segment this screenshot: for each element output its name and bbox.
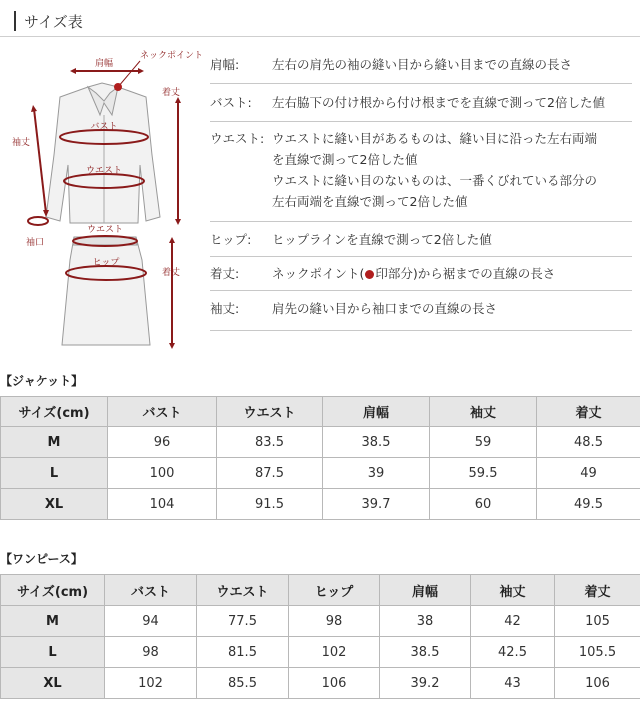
cell: 87.5 xyxy=(217,458,323,489)
def-desc: 左右の肩先の袖の縫い目から縫い目までの直線の長さ xyxy=(272,57,573,72)
def-line: ウエストに縫い目があるものは、縫い目に沿った左右両端 xyxy=(272,131,598,146)
col-header: バスト xyxy=(108,397,217,427)
def-term: 肩幅: xyxy=(210,57,240,72)
cell: 39 xyxy=(323,458,430,489)
label-neck-point: ネックポイント xyxy=(140,51,204,61)
row-size: XL xyxy=(1,489,108,520)
def-desc xyxy=(272,128,632,221)
def-term: ヒップ: xyxy=(210,232,252,247)
col-header: サイズ(cm) xyxy=(1,397,108,427)
table-row xyxy=(1,427,640,458)
cell: 83.5 xyxy=(217,427,323,458)
table-header-row xyxy=(1,575,640,606)
row-size: M xyxy=(1,606,105,637)
def-term: 袖丈: xyxy=(210,301,240,316)
cell: 38.5 xyxy=(380,637,471,668)
cell: 39.2 xyxy=(380,668,471,699)
garment-illustration xyxy=(0,45,205,360)
label-waist-jacket: ウエスト xyxy=(85,166,123,176)
row-size: L xyxy=(1,637,105,668)
col-header: 肩幅 xyxy=(323,397,430,427)
dress-size-table xyxy=(0,574,640,699)
cell: 85.5 xyxy=(197,668,289,699)
col-header: 袖丈 xyxy=(471,575,555,606)
col-header: 着丈 xyxy=(537,397,640,427)
cell: 39.7 xyxy=(323,489,430,520)
dress-shape xyxy=(62,237,150,345)
def-term: バスト: xyxy=(210,95,252,110)
cell: 105 xyxy=(555,606,640,637)
def-row-sleeve xyxy=(210,291,632,331)
label-cuff: 袖口 xyxy=(26,238,45,248)
dress-section-label: 【ワンピース】 xyxy=(0,552,83,566)
label-length-dress: 着丈 xyxy=(162,268,181,278)
def-desc xyxy=(272,263,632,290)
label-hip: ヒップ xyxy=(92,258,120,268)
def-line: を直線で測って2倍した値 xyxy=(272,152,418,167)
page-title-bar xyxy=(14,10,83,32)
cuff-loop xyxy=(28,217,48,225)
cell: 96 xyxy=(108,427,217,458)
cell: 102 xyxy=(289,637,380,668)
def-desc: ヒップラインを直線で測って2倍した値 xyxy=(272,232,492,247)
cell: 106 xyxy=(555,668,640,699)
table-row xyxy=(1,458,640,489)
cell: 60 xyxy=(430,489,537,520)
cell: 102 xyxy=(105,668,197,699)
cell: 100 xyxy=(108,458,217,489)
cell: 59.5 xyxy=(430,458,537,489)
label-waist-dress: ウエスト xyxy=(86,225,124,235)
cell: 105.5 xyxy=(555,637,640,668)
jacket-section-label: 【ジャケット】 xyxy=(0,374,84,388)
table-header-row xyxy=(1,397,640,427)
def-term: 着丈: xyxy=(210,266,240,281)
def-desc: 肩先の縫い目から袖口までの直線の長さ xyxy=(272,301,498,316)
label-length-top: 着丈 xyxy=(162,88,181,98)
table-row xyxy=(1,637,640,668)
cell: 38.5 xyxy=(323,427,430,458)
def-row-hip xyxy=(210,222,632,257)
measurement-definitions xyxy=(210,45,632,331)
def-row-bust xyxy=(210,84,632,122)
table-row xyxy=(1,489,640,520)
title-divider xyxy=(0,36,640,37)
page-title: サイズ表 xyxy=(24,12,83,31)
col-header: サイズ(cm) xyxy=(1,575,105,606)
neck-point-marker xyxy=(114,83,122,91)
garment-measurement-figure xyxy=(0,45,205,360)
cell: 42.5 xyxy=(471,637,555,668)
title-accent-bar xyxy=(14,11,16,31)
cell: 104 xyxy=(108,489,217,520)
jacket-size-table xyxy=(0,396,640,520)
col-header: 着丈 xyxy=(555,575,640,606)
def-text-before: ネックポイント( xyxy=(272,266,365,281)
cell: 91.5 xyxy=(217,489,323,520)
col-header: ウエスト xyxy=(197,575,289,606)
neck-point-leader xyxy=(118,61,140,87)
row-size: XL xyxy=(1,668,105,699)
label-shoulder: 肩幅 xyxy=(94,59,114,69)
def-row-length xyxy=(210,257,632,291)
cell: 48.5 xyxy=(537,427,640,458)
def-term: ウエスト: xyxy=(210,131,265,146)
col-header: 肩幅 xyxy=(380,575,471,606)
col-header: 袖丈 xyxy=(430,397,537,427)
cell: 81.5 xyxy=(197,637,289,668)
cell: 49.5 xyxy=(537,489,640,520)
sleeve-arrow xyxy=(34,109,46,213)
cell: 98 xyxy=(105,637,197,668)
neck-point-dot-icon xyxy=(365,270,374,279)
def-line: ウエストに縫い目のないものは、一番くびれている部分の xyxy=(272,173,598,188)
col-header: バスト xyxy=(105,575,197,606)
col-header: ウエスト xyxy=(217,397,323,427)
table-row xyxy=(1,606,640,637)
cell: 42 xyxy=(471,606,555,637)
cell: 59 xyxy=(430,427,537,458)
def-row-shoulder xyxy=(210,45,632,84)
cell: 49 xyxy=(537,458,640,489)
cell: 106 xyxy=(289,668,380,699)
col-header: ヒップ xyxy=(289,575,380,606)
cell: 77.5 xyxy=(197,606,289,637)
def-line: 左右両端を直線で測って2倍した値 xyxy=(272,194,468,209)
cell: 94 xyxy=(105,606,197,637)
def-desc: 左右脇下の付け根から付け根までを直線で測って2倍した値 xyxy=(272,95,605,110)
def-text-after: 印部分)から裾までの直線の長さ xyxy=(375,266,556,281)
label-bust: バスト xyxy=(90,122,118,132)
row-size: L xyxy=(1,458,108,489)
cell: 43 xyxy=(471,668,555,699)
table-row xyxy=(1,668,640,699)
row-size: M xyxy=(1,427,108,458)
cell: 38 xyxy=(380,606,471,637)
cell: 98 xyxy=(289,606,380,637)
def-row-waist xyxy=(210,122,632,222)
label-sleeve: 袖丈 xyxy=(12,138,31,148)
